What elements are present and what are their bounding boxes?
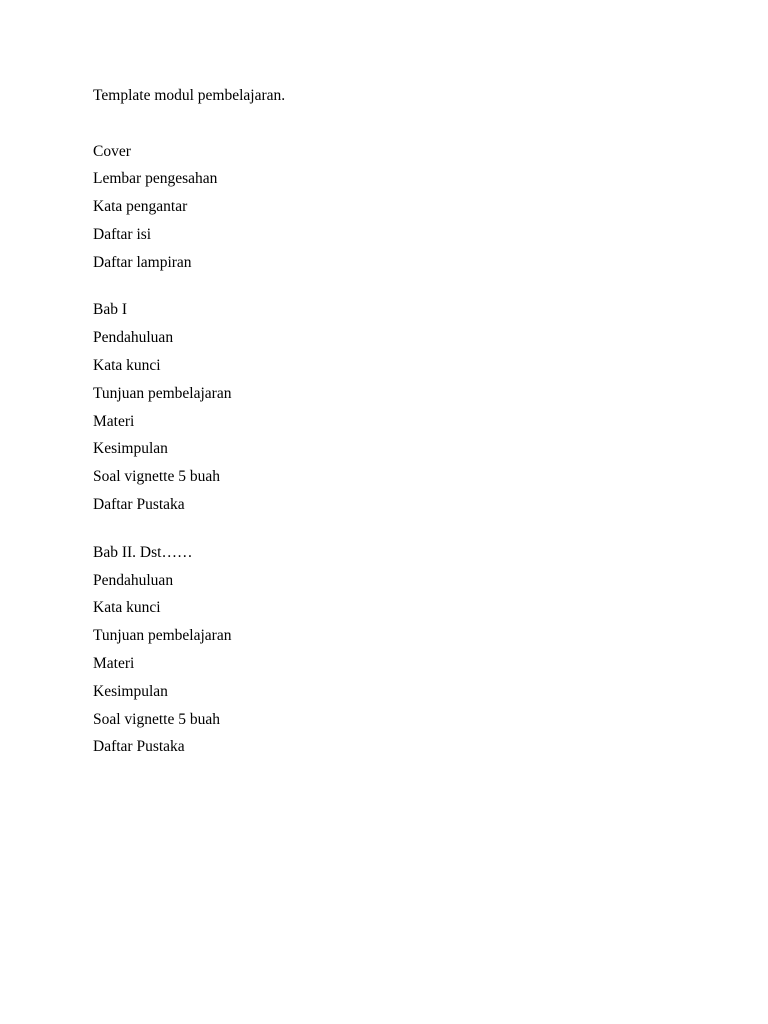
list-item: Materi <box>93 655 135 673</box>
list-item: Tunjuan pembelajaran <box>93 384 232 402</box>
list-item: Cover <box>93 142 131 160</box>
list-item: Pendahuluan <box>93 329 174 347</box>
list-item: Soal vignette 5 buah <box>93 710 220 728</box>
chapter-heading: Bab I <box>93 301 128 319</box>
list-item: Daftar Pustaka <box>93 738 185 756</box>
chapter-2-section <box>93 543 693 758</box>
document-body <box>93 86 693 785</box>
chapter-1-section <box>93 300 693 515</box>
list-item: Kata kunci <box>93 357 161 375</box>
list-item: Tunjuan pembelajaran <box>93 627 232 645</box>
list-item: Daftar lampiran <box>93 253 192 271</box>
document-title: Template modul pembelajaran. <box>93 87 286 104</box>
list-item: Lembar pengesahan <box>93 170 218 188</box>
chapter-heading: Bab II. Dst…… <box>93 543 193 561</box>
list-item: Daftar Pustaka <box>93 496 185 514</box>
list-item: Daftar isi <box>93 225 152 243</box>
list-item: Kata kunci <box>93 599 161 617</box>
list-item: Soal vignette 5 buah <box>93 468 220 486</box>
front-matter-section <box>93 142 693 273</box>
list-item: Kesimpulan <box>93 682 168 700</box>
list-item: Materi <box>93 412 135 430</box>
list-item: Kata pengantar <box>93 198 188 216</box>
list-item: Pendahuluan <box>93 571 174 589</box>
list-item: Kesimpulan <box>93 440 168 458</box>
